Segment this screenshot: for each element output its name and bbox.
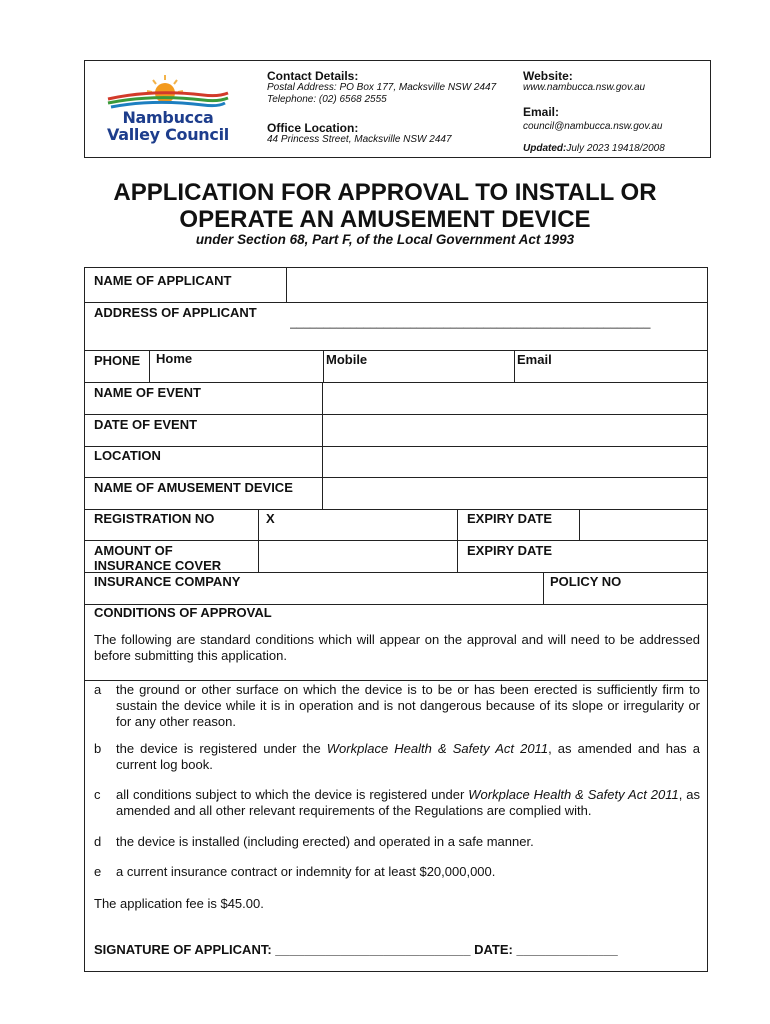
logo-text-line1: Nambucca [122, 108, 214, 127]
label-registration-no: REGISTRATION NO [94, 511, 215, 526]
label-mobile[interactable]: Mobile [326, 352, 368, 367]
label-name-of-device: NAME OF AMUSEMENT DEVICE [94, 480, 293, 495]
label-policy-no: POLICY NO [550, 574, 622, 589]
updated-block [523, 143, 708, 155]
label-address-of-applicant: ADDRESS OF APPLICANT [94, 305, 257, 320]
email-link[interactable]: council@nambucca.nsw.gov.au [523, 121, 663, 132]
condition-b-part1: the device is registered under the [116, 741, 327, 756]
condition-b-act: Workplace Health & Safety Act 2011 [326, 741, 549, 756]
email-block [523, 106, 703, 133]
conditions-intro: The following are standard conditions which will appear on the approval and will need to be addressed before submitting this application. [94, 632, 700, 663]
label-name-of-event: NAME OF EVENT [94, 385, 201, 400]
conditions-heading: CONDITIONS OF APPROVAL [94, 605, 272, 620]
label-date-of-event: DATE OF EVENT [94, 417, 198, 432]
condition-e-text: a current insurance contract or indemnity for at least $20,000,000. [116, 864, 496, 879]
condition-b-text [116, 741, 700, 773]
contact-details [267, 70, 517, 106]
application-fee: The application fee is $45.00. [94, 896, 264, 911]
label-amount-cover-2: INSURANCE COVER [94, 558, 222, 573]
label-home[interactable]: Home [156, 351, 193, 366]
council-logo [93, 69, 243, 151]
registration-x[interactable]: X [266, 511, 275, 526]
email-heading: Email: [523, 105, 560, 119]
website-link[interactable]: www.nambucca.nsw.gov.au [523, 82, 646, 93]
page-title-line1: APPLICATION FOR APPROVAL TO INSTALL OR [113, 179, 657, 206]
name-of-applicant-field[interactable] [287, 269, 707, 302]
condition-b-letter: b [94, 741, 102, 756]
application-form [84, 267, 708, 972]
condition-a-text: the ground or other surface on which the device is to be or has been erected is sufficiently firm to sustain the device while it is in operation and is not dangerous because of its slope or irregularity or for any other reason. [116, 682, 700, 729]
website-heading: Website: [523, 69, 573, 83]
updated-value: July 2023 19418/2008 [566, 143, 665, 154]
condition-e-letter: e [94, 864, 102, 879]
page-title-line2: OPERATE AN AMUSEMENT DEVICE [179, 206, 591, 233]
name-of-event-field[interactable] [323, 383, 707, 414]
name-of-device-field[interactable] [323, 478, 707, 509]
location-field[interactable] [323, 447, 707, 477]
label-email[interactable]: Email [517, 352, 552, 367]
signature-line[interactable]: SIGNATURE OF APPLICANT: ___________________________ DATE: ______________ [94, 942, 618, 957]
page-subtitle: under Section 68, Part F, of the Local Government Act 1993 [195, 232, 575, 247]
office-location [267, 122, 517, 146]
condition-d-text: the device is installed (including erected) and operated in a safe manner. [116, 834, 534, 849]
logo-text [103, 109, 233, 143]
office-heading: Office Location: [267, 121, 359, 135]
label-expiry-date-2: EXPIRY DATE [467, 543, 553, 558]
telephone: Telephone: (02) 6568 2555 [267, 94, 387, 105]
label-amount-cover-1: AMOUNT OF [94, 543, 173, 558]
postal-address: Postal Address: PO Box 177, Macksville NSW 2447 [267, 82, 497, 93]
label-expiry-date-1: EXPIRY DATE [467, 511, 553, 526]
condition-c-act: Workplace Health & Safety Act 2011 [468, 787, 679, 802]
contact-heading: Contact Details: [267, 69, 359, 83]
logo-text-line2: Valley Council [107, 125, 229, 144]
condition-d-letter: d [94, 834, 102, 849]
condition-c-part1: all conditions subject to which the device is registered under [116, 787, 469, 802]
label-insurance-company: INSURANCE COMPANY [94, 574, 241, 589]
condition-b-part2: , as amended and has a current log book. [116, 741, 700, 772]
address-underline[interactable]: ______________________________________________________ [290, 315, 651, 329]
office-address: 44 Princess Street, Macksville NSW 2447 [267, 134, 452, 145]
condition-c-letter: c [94, 787, 101, 802]
header-box [84, 60, 711, 158]
date-of-event-field[interactable] [323, 415, 707, 446]
label-phone: PHONE [94, 353, 141, 368]
label-location: LOCATION [94, 448, 161, 463]
condition-a-letter: a [94, 682, 102, 697]
condition-c-text [116, 787, 700, 819]
updated-label: Updated: [523, 143, 567, 154]
label-name-of-applicant: NAME OF APPLICANT [94, 273, 232, 288]
website-block [523, 70, 703, 94]
condition-c-part2: , as amended and all other relevant requirements of the Regulations are complied with. [116, 787, 700, 818]
